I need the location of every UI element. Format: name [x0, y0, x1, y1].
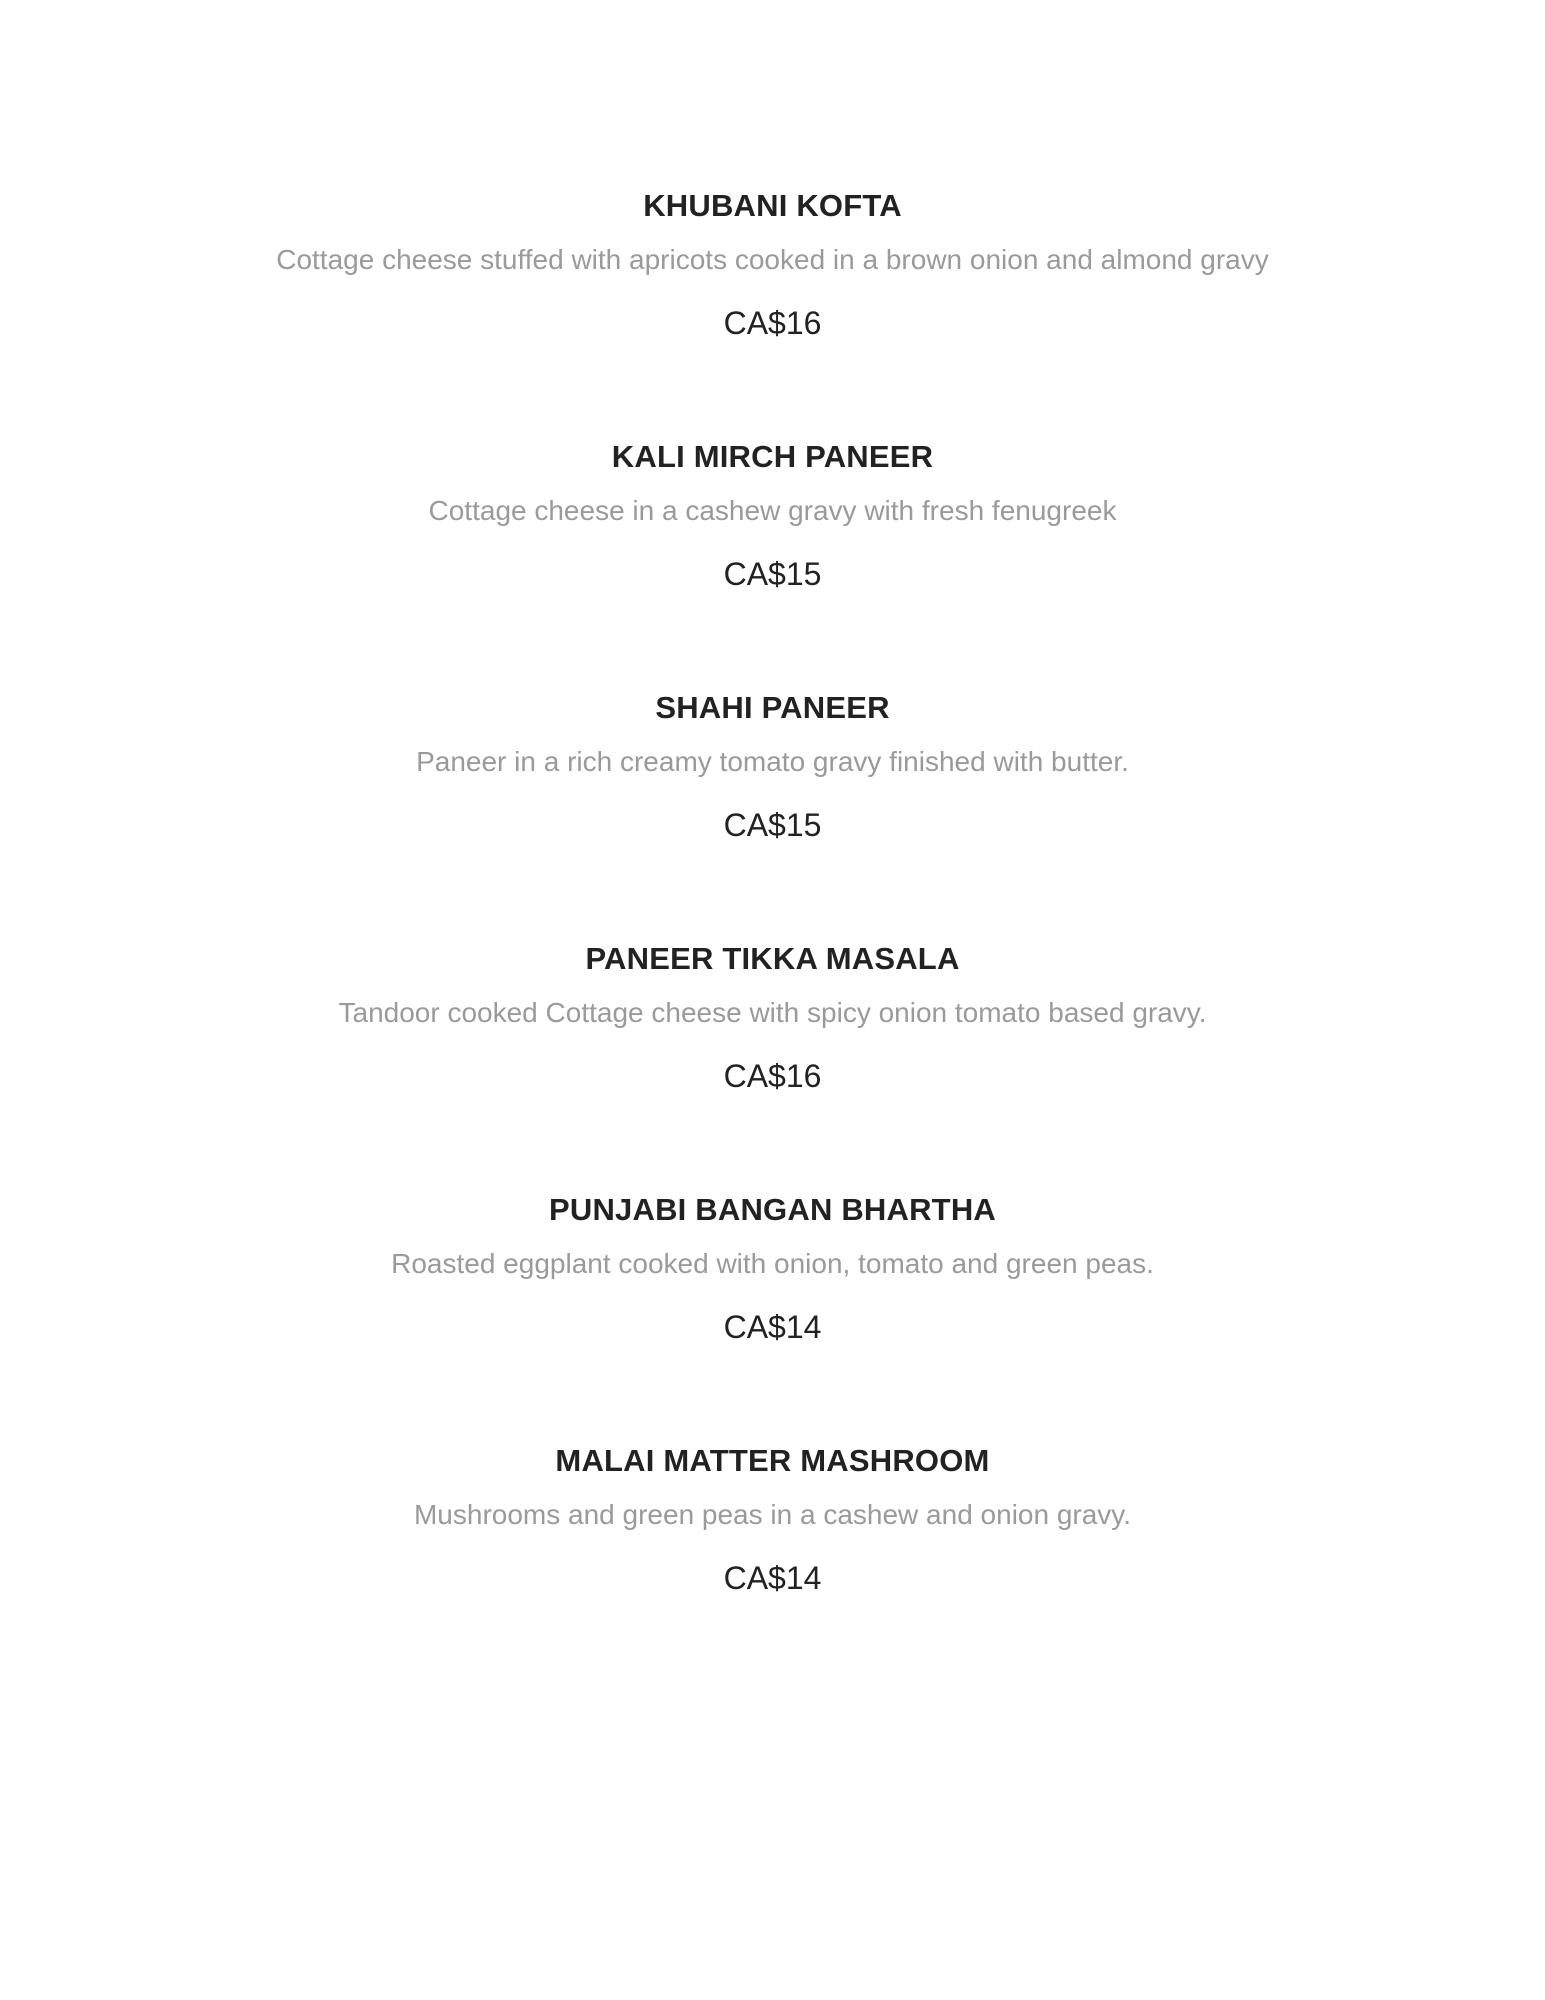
menu-item-price: CA$16: [723, 1058, 822, 1094]
menu-list: [0, 184, 1545, 1690]
menu-item-description: Mushrooms and green peas in a cashew and onion gravy.: [413, 1499, 1132, 1530]
menu-item-description: Cottage cheese in a cashew gravy with fresh fenugreek: [428, 495, 1117, 526]
menu-item-name: PUNJABI BANGAN BHARTHA: [548, 1192, 996, 1227]
menu-item-price: CA$15: [723, 556, 822, 592]
menu-item-name: KALI MIRCH PANEER: [611, 439, 934, 474]
menu-item-price: CA$14: [723, 1560, 822, 1596]
menu-item: [0, 184, 1545, 435]
menu-item: [0, 1188, 1545, 1439]
menu-item-price: CA$15: [723, 807, 822, 843]
menu-item-price: CA$16: [723, 305, 822, 341]
menu-item-description: Paneer in a rich creamy tomato gravy finished with butter.: [416, 746, 1129, 777]
menu-item-name: SHAHI PANEER: [655, 690, 890, 725]
menu-item-name: PANEER TIKKA MASALA: [585, 941, 960, 976]
menu-item-name: KHUBANI KOFTA: [643, 188, 902, 223]
menu-item-description: Tandoor cooked Cottage cheese with spicy onion tomato based gravy.: [338, 997, 1207, 1028]
menu-item-description: Roasted eggplant cooked with onion, tomato and green peas.: [391, 1248, 1154, 1279]
menu-item: [0, 937, 1545, 1188]
menu-item-name: MALAI MATTER MASHROOM: [555, 1443, 990, 1478]
menu-item-price: CA$14: [723, 1309, 822, 1345]
menu-item: [0, 1439, 1545, 1690]
menu-item-description: Cottage cheese stuffed with apricots cooked in a brown onion and almond gravy: [276, 244, 1269, 275]
menu-item: [0, 435, 1545, 686]
menu-item: [0, 686, 1545, 937]
